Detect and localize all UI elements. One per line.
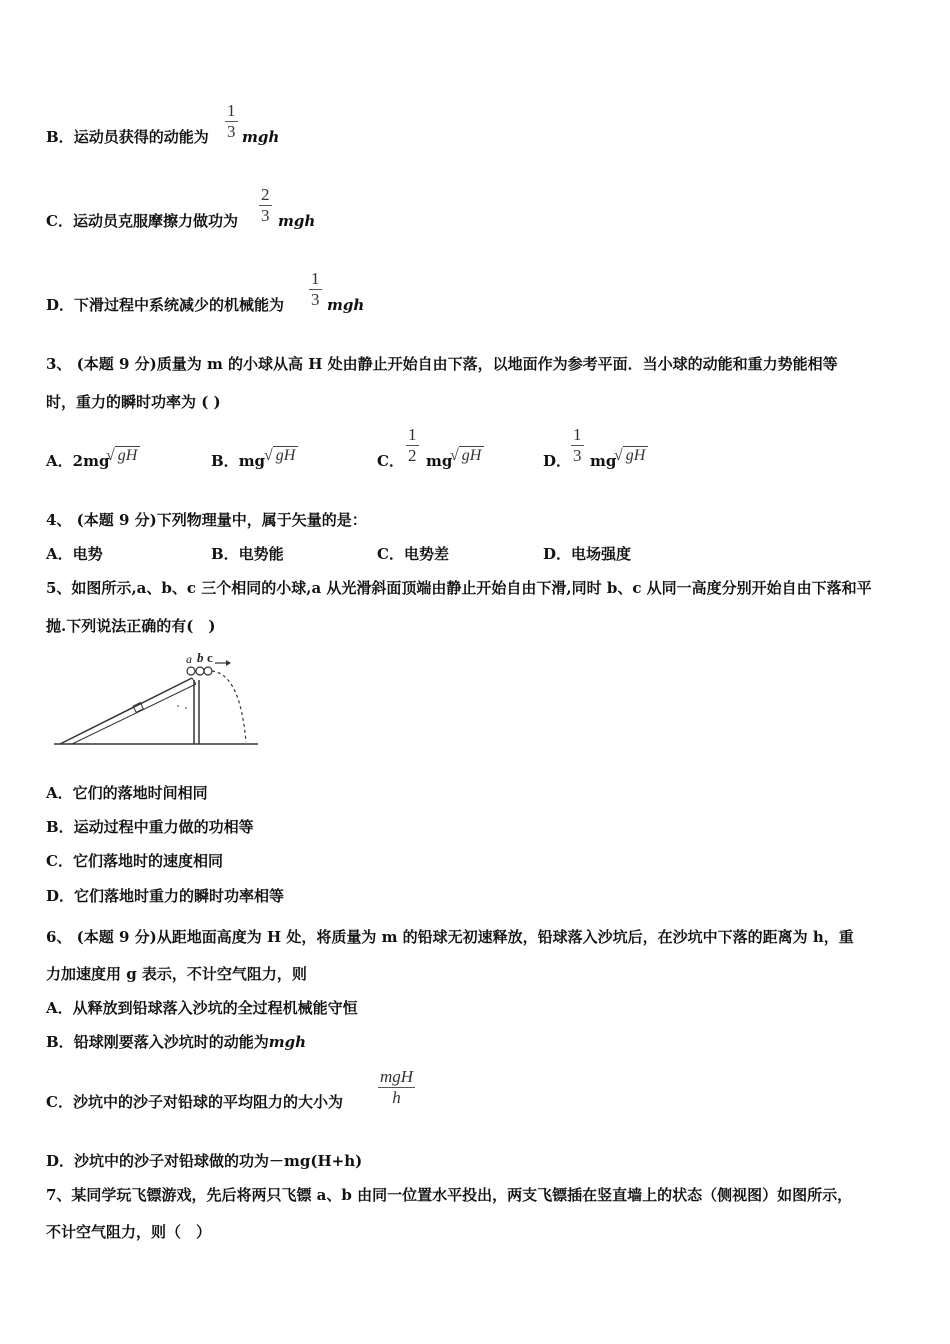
incline-surface [60,678,192,744]
q7-stem-line1: 7、某同学玩飞镖游戏，先后将两只飞镖 a、b 由同一位置水平投出，两支飞镖插在竖直墙上的状态（侧视图）如图所示， [46,1186,853,1204]
dot [177,705,179,707]
q2-option-c-fraction: $\frac{2}{3}$ [261,185,270,225]
q5-stem-line1: 5、如图所示,a、b、c 三个相同的小球,a 从光滑斜面顶端由静止开始自由下滑,同时 b、c 从同一高度分别开始自由下落和平 [46,579,872,597]
ball-b [196,667,204,675]
q2-option-b-tail: mgh [242,128,280,146]
q3-option-a-sqrt: √ gH [106,447,140,465]
q6-option-d: D．沙坑中的沙子对铅球做的功为－mg(H+h) [46,1152,363,1170]
arrow-head [226,660,231,666]
q4-option-b: B．电势能 [211,545,284,563]
q3-option-b-sqrt: √ gH [264,447,298,465]
q3-option-c-text: mg [426,452,453,470]
q5-option-a: A．它们的落地时间相同 [46,784,208,802]
q6-option-b: B．铅球刚要落入沙坑时的动能为mgh [46,1033,306,1051]
q2-option-b-fraction: $\frac{1}{3}$ [227,101,236,141]
q7-stem-line2: 不计空气阻力，则（ ） [46,1223,212,1241]
q6-stem-line1: 6、 (本题 9 分)从距地面高度为 H 处，将质量为 m 的铅球无初速释放，铅球落入沙坑后，在沙坑中下落的距离为 h，重 [46,928,854,946]
label-b: b [197,650,204,665]
q3-option-a: A．2mg [46,452,110,470]
q3-option-d-fraction: $\frac{1}{3}$ [573,425,582,465]
q4-option-d: D．电场强度 [543,545,632,563]
q4-stem: 4、 (本题 9 分)下列物理量中，属于矢量的是： [46,511,367,529]
q3-stem-line2: 时，重力的瞬时功率为 ( ) [46,393,221,411]
incline-underside [72,684,196,744]
q3-stem-line1: 3、 (本题 9 分)质量为 m 的小球从高 H 处由静止开始自由下落，以地面作为参考平面．当小球的动能和重力势能相等 [46,355,838,373]
q5-option-d: D．它们落地时重力的瞬时功率相等 [46,887,285,905]
q5-option-b: B．运动过程中重力做的功相等 [46,818,254,836]
q4-option-c: C．电势差 [377,545,449,563]
q2-option-d: D．下滑过程中系统减少的机械能为 [46,296,285,314]
q3-option-b: B．mg [211,452,266,470]
q2-option-d-tail: mgh [327,296,365,314]
q3-option-c-fraction: $\frac{1}{2}$ [408,425,417,465]
label-c: c [207,650,213,665]
q6-option-c-fraction: mgH h [380,1067,414,1107]
q5-option-c: C．它们落地时的速度相同 [46,852,223,870]
q2-option-d-fraction: $\frac{1}{3}$ [311,269,320,309]
q2-option-c: C．运动员克服摩擦力做功为 [46,212,238,230]
q6-stem-line2: 力加速度用 g 表示，不计空气阻力，则 [46,965,307,983]
q5-figure-incline [50,650,265,750]
q3-option-c-sqrt: √ gH [450,447,484,465]
q3-option-c-label: C． [377,452,404,470]
q4-option-a: A．电势 [46,545,103,563]
q5-stem-line2: 抛.下列说法正确的有( ) [46,617,216,635]
q3-option-d-label: D． [543,452,572,470]
ball-a [187,667,195,675]
q6-option-c: C．沙坑中的沙子对铅球的平均阻力的大小为 [46,1093,343,1111]
ball-c [204,667,212,675]
q6-option-a: A．从释放到铅球落入沙坑的全过程机械能守恒 [46,999,358,1017]
projectile-path [212,671,246,742]
label-a: a [186,652,192,666]
dot [185,707,187,709]
q3-option-d-sqrt: √ gH [614,447,648,465]
q2-option-c-tail: mgh [278,212,316,230]
q2-option-b: B．运动员获得的动能为 [46,128,209,146]
q3-option-d-text: mg [590,452,617,470]
